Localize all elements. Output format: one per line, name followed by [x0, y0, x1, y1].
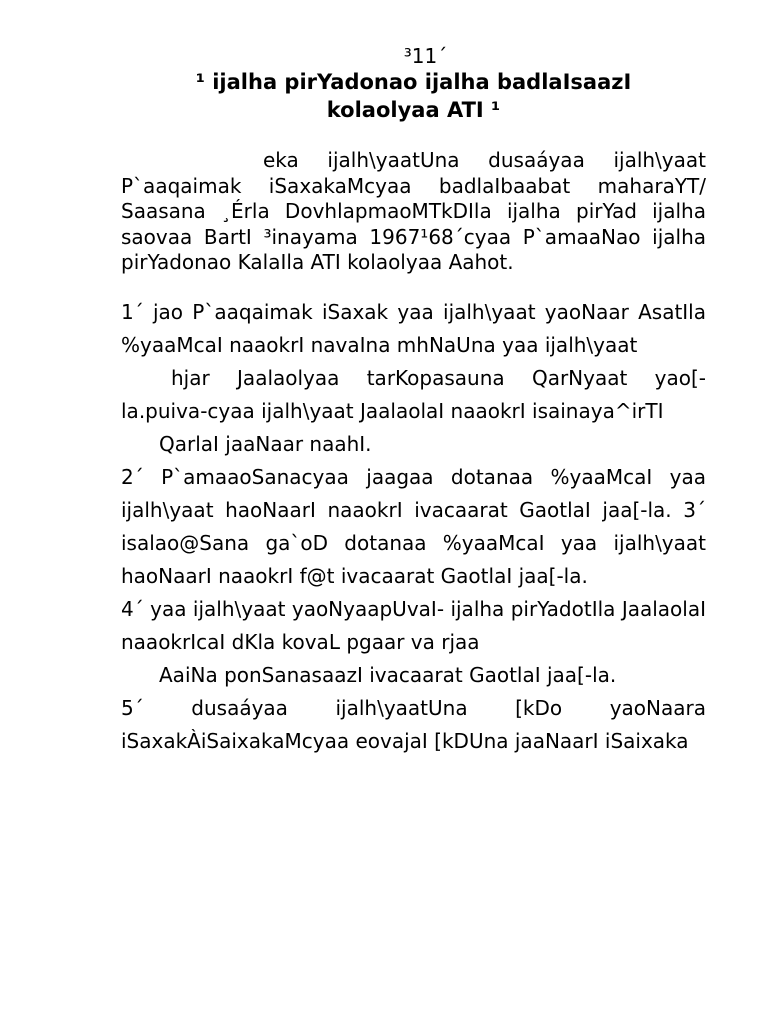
document-title	[121, 68, 706, 124]
intro-paragraph: eka ijalh\yaatUna dusaáyaa ijalh\yaat P`aaqaimak iSaxakaMcyaa badlaIbaabat maharaYT/ Saasana ¸Érla DovhlapmaoMTkDIla ijalha pirYad ijalha saovaa BartI ³inayama 1967¹68´cyaa P`amaaNao ijalha pirYadonao KalaIla ATI kolaolyaa Aahot.	[121, 148, 706, 274]
rule-item-5: 5´ dusaáyaa ijalh\yaatUna [kDo yaoNaara iSaxakÀiSaixakaMcyaa eovajaI [kDUna jaaNaarI iSaixaka	[121, 695, 706, 753]
title-line-1: ¹ ijalha pirYadonao ijalha badlaIsaazI	[195, 70, 632, 94]
rule-item-2-3: 2´ P`amaaoSanacyaa jaagaa dotanaa %yaaMcaI yaa ijalh\yaat haoNaarI naaokrI ivacaarat GaotlaI jaa[-la. 3´ isalao@Sana ga`oD dotanaa %yaaMcaI yaa ijalh\yaat haoNaarI naaokrI f@t ivacaarat GaotlaI jaa[-la.	[121, 464, 706, 588]
page-number: ³11´	[403, 44, 448, 68]
rule-item-1-end: QarlaI jaaNaar naahI.	[159, 431, 372, 456]
rule-item-4-end: AaiNa ponSanasaazI ivacaarat GaotlaI jaa[-la.	[159, 662, 617, 687]
rule-item-1-continued: hjar Jaalaolyaa tarKopasauna QarNyaat yao[-la.puiva-cyaa ijalh\yaat JaalaolaI naaokrI isainaya^irTI	[121, 365, 706, 423]
rule-item-1: 1´ jao P`aaqaimak iSaxak yaa ijalh\yaat yaoNaar AsatIla %yaaMcaI naaokrI navaIna mhNaUna yaa ijalh\yaat	[121, 299, 706, 357]
rules-list	[121, 296, 706, 758]
title-line-2: kolaolyaa ATI ¹	[326, 98, 501, 122]
rule-item-4: 4´ yaa ijalh\yaat yaoNyaapUvaI- ijalha pirYadotIla JaalaolaI naaokrIcaI dKla kovaL pgaar va rjaa	[121, 596, 706, 654]
